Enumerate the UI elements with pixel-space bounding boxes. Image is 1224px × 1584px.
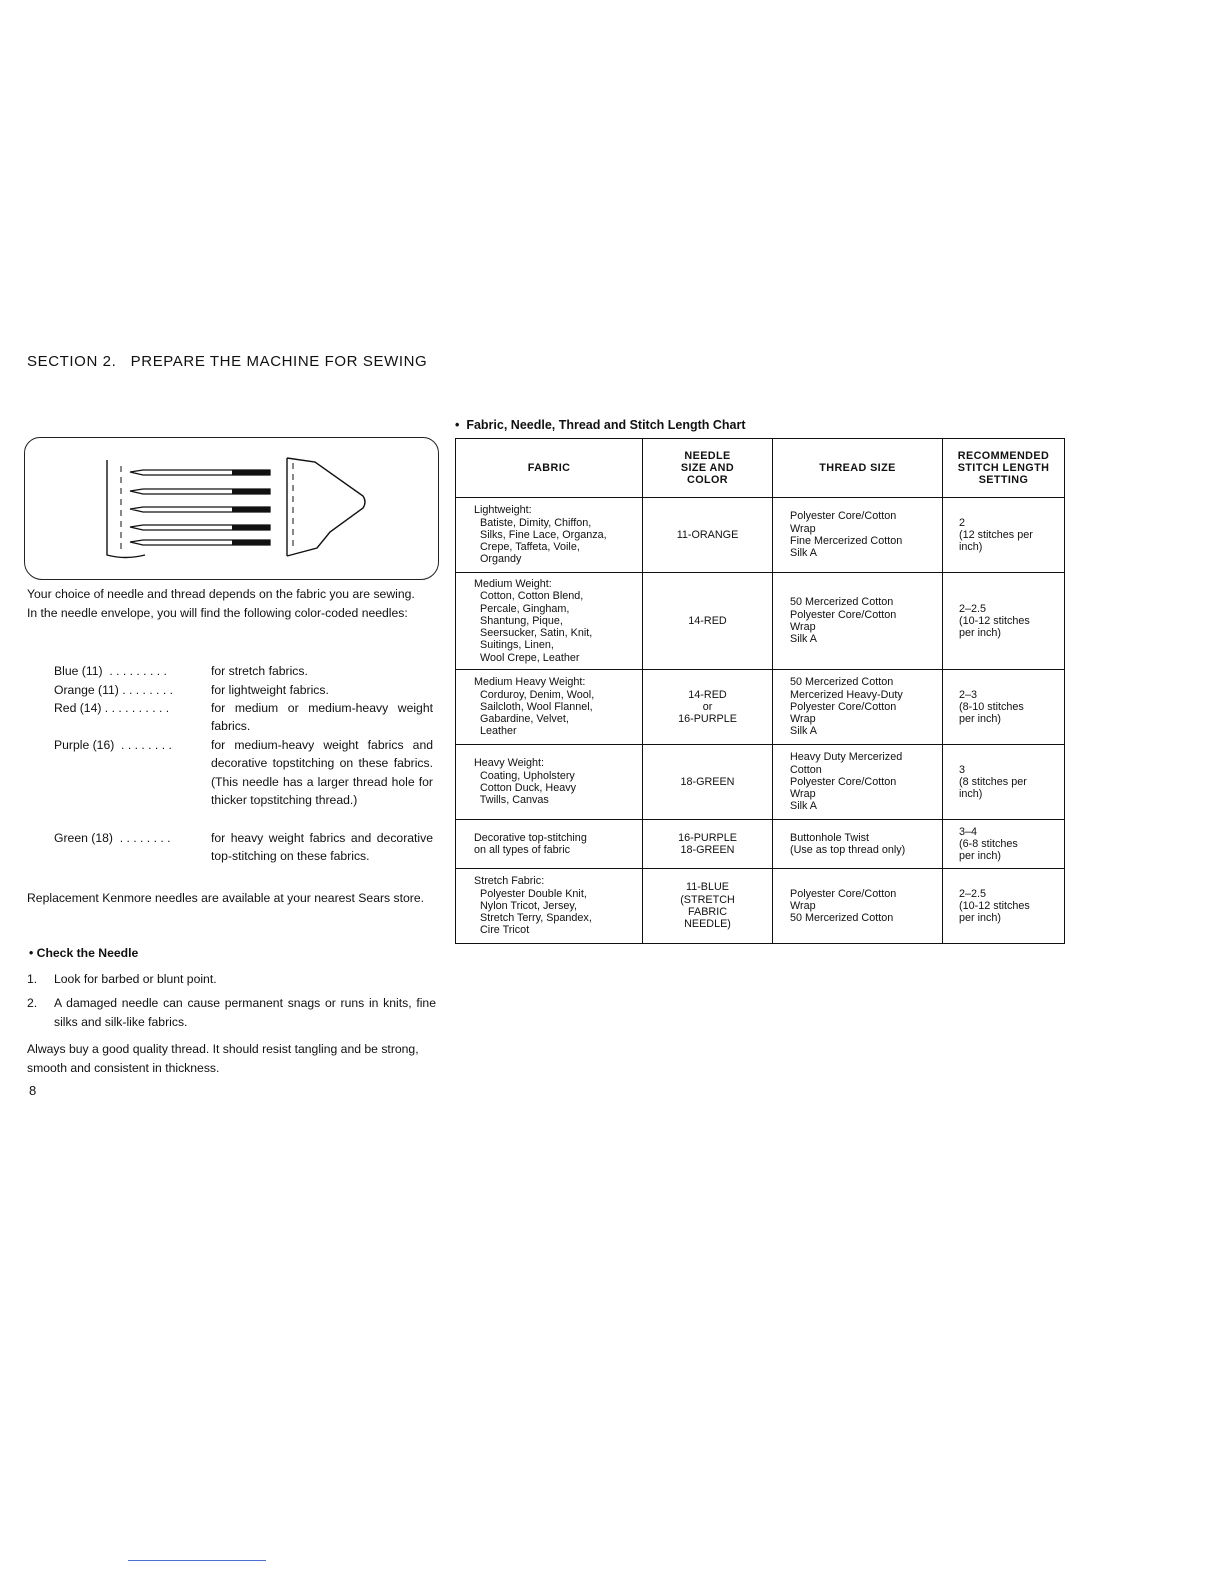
cell-text: Fine Mercerized Cotton [790,535,903,547]
cell-text: Wrap [790,788,816,801]
cell-text: Medium Heavy Weight: [474,676,586,689]
thread-cell [773,670,943,745]
footer-rule [128,1560,266,1561]
cell-text: (10-12 stitches [959,899,1030,912]
chart-body [456,498,1065,944]
cell-text: Wool Crepe, Leather [474,651,580,664]
intro-text [27,585,437,622]
section-title: SECTION 2. PREPARE THE MACHINE FOR SEWING [27,353,428,370]
intro-paragraph: Your choice of needle and thread depends on the fabric you are sewing. [27,587,415,601]
header-stitch [943,439,1065,498]
cell-text: NEEDLE) [684,918,731,931]
header-row [456,439,1065,498]
cell-text: Wrap [790,621,816,633]
needle-description: for medium or medium-heavy weight fabrics. [211,701,433,734]
cell-text: 3–4 [959,825,978,838]
cell-text: 50 Mercerized Cotton [790,912,894,925]
cell-text: 18-GREEN [680,775,735,788]
cell-text: 11-BLUE [685,881,729,894]
cell-text: Seersucker, Satin, Knit, [474,627,593,640]
needle-item-orange [54,681,434,700]
check-needle-heading [29,946,138,960]
check-item-text: Look for barbed or blunt point. [54,972,217,986]
cell-text: 11-ORANGE [676,528,739,541]
cell-text: Silk A [790,633,818,646]
fabric-cell [456,498,643,573]
needle-cell [643,820,773,869]
cell-text: Polyester Double Knit, [474,887,587,900]
chart-row [456,573,1065,670]
check-needle-title: Check the Needle [36,946,139,960]
needle-item-red [54,699,434,737]
cell-text: 16-PURPLE [678,713,737,726]
cell-text: Cotton [790,763,822,776]
cell-text: Wrap [790,713,816,726]
header-label: FABRIC [527,461,571,474]
cell-text: Batiste, Dimity, Chiffon, [474,516,592,529]
cell-text: Wrap [790,522,816,535]
cell-text: on all types of fabric [474,844,571,856]
cell-text: 2 [959,516,966,529]
chart-row [456,869,1065,944]
cell-text: (6-8 stitches [959,837,1018,850]
cell-text: Stretch Fabric: [474,875,545,888]
cell-text: (8-10 stitches [959,700,1024,713]
cell-text: Silks, Fine Lace, Organza, [474,528,607,541]
cell-text: 3 [959,763,966,776]
needle-envelope-illustration [24,437,439,580]
check-item-number: 2. [27,996,38,1010]
stitch-cell [943,498,1065,573]
stitch-cell [943,820,1065,869]
cell-text: 16-PURPLE [678,831,737,844]
cell-text: Organdy [474,553,522,566]
check-item-text: A damaged needle can cause permanent snags or runs in knits, fine silks and silk-like fabrics. [54,996,436,1029]
header-label: THREAD SIZE [819,461,896,474]
header-label: RECOMMENDED STITCH LENGTH SETTING [957,449,1050,487]
cell-text: 50 Mercerized Cotton [790,676,894,689]
fabric-cell [456,745,643,820]
cell-text: or [702,700,713,713]
cell-text: Heavy Duty Mercerized [790,751,903,764]
cell-text: Polyester Core/Cotton [790,887,897,900]
cell-text: Nylon Tricot, Jersey, [474,899,577,912]
cell-text: Stretch Terry, Spandex, [474,912,592,925]
needle-description: for stretch fabrics. [211,664,308,678]
cell-text: Polyester Core/Cotton [790,608,897,621]
cell-text: (12 stitches per [959,528,1033,541]
cell-text: Gabardine, Velvet, [474,713,569,726]
cell-text: Cire Tricot [474,924,530,937]
cell-text: Decorative top-stitching [474,831,587,844]
cell-text: Wrap [790,899,816,912]
cell-text: Suitings, Linen, [474,639,554,652]
intro-paragraph: In the needle envelope, you will find the following color-coded needles: [27,605,408,620]
cell-text: per inch) [959,850,1002,863]
fabric-cell [456,820,643,869]
cell-text: Silk A [790,725,818,738]
cell-text: Leather [474,725,517,738]
cell-text: Crepe, Taffeta, Voile, [474,541,580,554]
stitch-cell [943,670,1065,745]
cell-text: 2–3 [959,688,978,701]
cell-text: Corduroy, Denim, Wool, [474,688,595,701]
thread-cell [773,820,943,869]
header-needle [643,439,773,498]
needle-cell [643,745,773,820]
needle-label: Green (18) . . . . . . . . [54,831,171,845]
cell-text: Cotton, Cotton Blend, [474,590,584,603]
cell-text: 14-RED [688,614,727,627]
cell-text: (8 stitches per [959,775,1027,788]
bullet-icon: • [455,418,467,432]
cell-text: (Use as top thread only) [790,844,906,856]
header-fabric [456,439,643,498]
cell-text: Mercerized Heavy-Duty [790,688,903,701]
cell-text: Heavy Weight: [474,757,545,770]
chart-row [456,670,1065,745]
fabric-needle-chart [455,438,1064,943]
cell-text: Cotton Duck, Heavy [474,782,577,794]
cell-text: 2–2.5 [959,602,987,615]
needle-item-purple [54,736,434,828]
cell-text: (10-12 stitches [959,614,1030,627]
cell-text: 50 Mercerized Cotton [790,596,894,609]
cell-text: 18-GREEN [680,844,735,856]
thread-advice: Always buy a good quality thread. It should resist tangling and be strong, smooth and consistent in thickness. [27,1042,419,1075]
cell-text: Polyester Core/Cotton [790,775,897,788]
cell-text: inch) [959,788,983,801]
replacement-note: Replacement Kenmore needles are available at your nearest Sears store. [27,891,424,905]
needle-description: for medium-heavy weight fabrics and decorative topstitching on these fabrics. (This needle has a larger thread hole for thicker topstitching thread.) [211,738,433,808]
needle-cell [643,670,773,745]
cell-text: per inch) [959,713,1002,726]
cell-text: (STRETCH [680,893,735,906]
bullet-icon: • [29,946,37,960]
fabric-cell [456,573,643,670]
fabric-cell [456,670,643,745]
needle-envelope-icon [25,438,440,581]
thread-cell [773,869,943,944]
page-number: 8 [29,1083,37,1098]
stitch-cell [943,573,1065,670]
needle-label: Purple (16) . . . . . . . . [54,738,172,752]
needle-cell [643,573,773,670]
cell-text: 14-RED [688,688,727,701]
needle-label: Orange (11) . . . . . . . . [54,683,173,697]
needle-item-blue [54,662,434,681]
needle-description: for heavy weight fabrics and decorative top-stitching on these fabrics. [211,831,433,864]
cell-text: Polyester Core/Cotton [790,700,897,713]
cell-text: Medium Weight: [474,577,552,590]
needle-item-green [54,829,434,885]
check-item [27,970,437,990]
cell-text: Silk A [790,800,818,813]
header-label: NEEDLE SIZE AND COLOR [680,449,735,487]
cell-text: 2–2.5 [959,887,987,900]
check-item-number: 1. [27,972,38,986]
needle-description: for lightweight fabrics. [211,683,329,697]
cell-text: Shantung, Pique, [474,614,563,627]
cell-text: Silk A [790,547,818,560]
thread-cell [773,745,943,820]
cell-text: Sailcloth, Wool Flannel, [474,700,593,713]
chart-row [456,498,1065,573]
header-thread [773,439,943,498]
cell-text: Lightweight: [474,504,532,517]
cell-text: per inch) [959,627,1002,640]
cell-text: FABRIC [688,906,727,918]
chart-row [456,820,1065,869]
cell-text: Percale, Gingham, [474,602,570,615]
needle-cell [643,498,773,573]
cell-text: inch) [959,541,983,554]
chart-row [456,745,1065,820]
chart-title: Fabric, Needle, Thread and Stitch Length Chart [466,418,746,432]
stitch-cell [943,745,1065,820]
cell-text: Buttonhole Twist [790,831,870,844]
needle-label: Red (14) . . . . . . . . . . [54,701,170,715]
needle-cell [643,869,773,944]
thread-cell [773,498,943,573]
fabric-cell [456,869,643,944]
chart-table [455,438,1065,944]
cell-text: Twills, Canvas [474,794,549,807]
chart-heading [455,418,746,432]
cell-text: Polyester Core/Cotton [790,510,897,523]
cell-text: Coating, Upholstery [474,769,575,782]
cell-text: per inch) [959,912,1002,925]
check-item [27,994,437,1034]
thread-cell [773,573,943,670]
needle-label: Blue (11) . . . . . . . . . [54,664,167,678]
stitch-cell [943,869,1065,944]
